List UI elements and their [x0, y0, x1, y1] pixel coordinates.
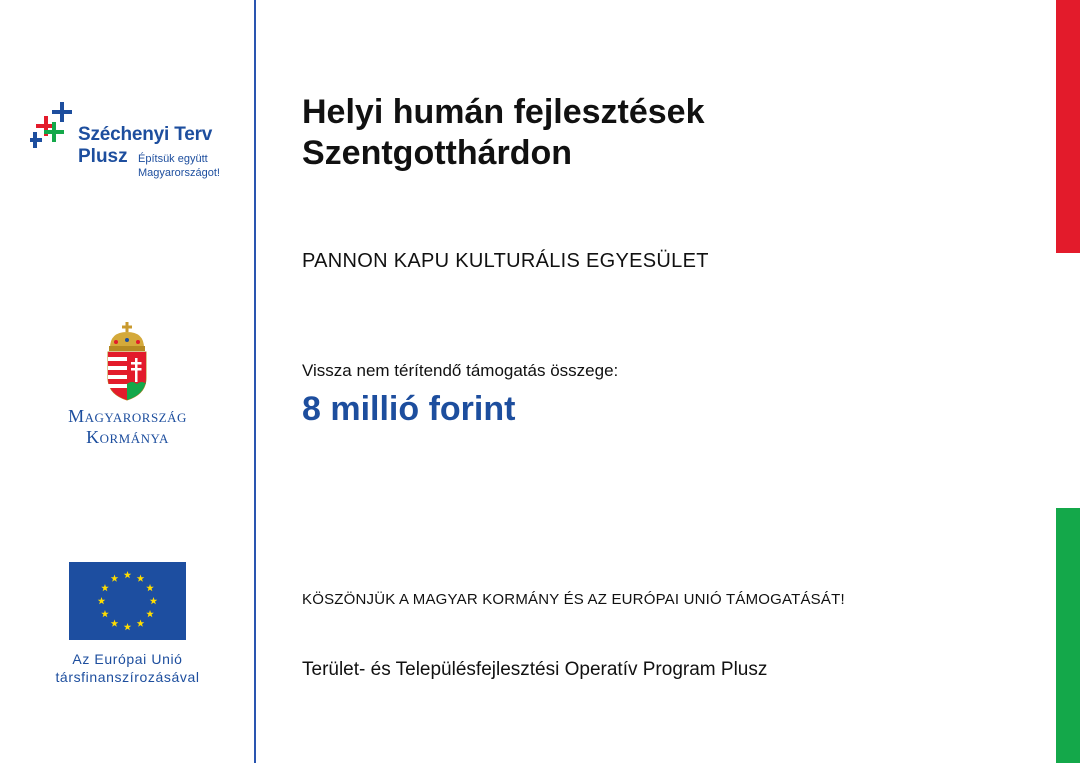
szechenyi-plusz: Plusz [78, 146, 128, 167]
grant-label: Vissza nem térítendő támogatás összege: [302, 361, 619, 380]
szechenyi-slogan: Építsük együtt Magyarországot! [138, 153, 220, 179]
thanks-statement: KÖSZÖNJÜK A MAGYAR KORMÁNY ÉS AZ EURÓPAI UNIÓ TÁMOGATÁSÁT! [302, 591, 845, 608]
szechenyi-title: Széchenyi Terv [78, 124, 213, 145]
szechenyi-terv-logo [30, 100, 240, 182]
program-name: Terület- és Településfejlesztési Operatív Program Plusz [302, 659, 768, 680]
vertical-divider [254, 0, 256, 763]
szechenyi-cross-icon [30, 100, 78, 150]
eu-line2: társfinanszírozásával [55, 669, 200, 685]
grant-amount: 8 millió forint [302, 390, 516, 428]
flag-stripe-green [1056, 508, 1080, 763]
beneficiary-organization: PANNON KAPU KULTURÁLIS EGYESÜLET [302, 250, 709, 272]
flag-stripe-red [1056, 0, 1080, 253]
flag-stripe-white [1056, 253, 1080, 508]
eu-cofinancing-text [30, 650, 225, 686]
project-title-line2: Szentgotthárdon [302, 134, 573, 172]
eu-line1: Az Európai Unió [72, 651, 183, 667]
eu-flag-icon [69, 562, 186, 640]
government-line2: Kormánya [86, 427, 169, 447]
government-name [30, 406, 225, 448]
project-title [302, 92, 1022, 174]
hungarian-coat-of-arms-icon [104, 322, 150, 402]
government-line1: Magyarország [68, 406, 187, 426]
project-title-line1: Helyi humán fejlesztések [302, 93, 705, 131]
